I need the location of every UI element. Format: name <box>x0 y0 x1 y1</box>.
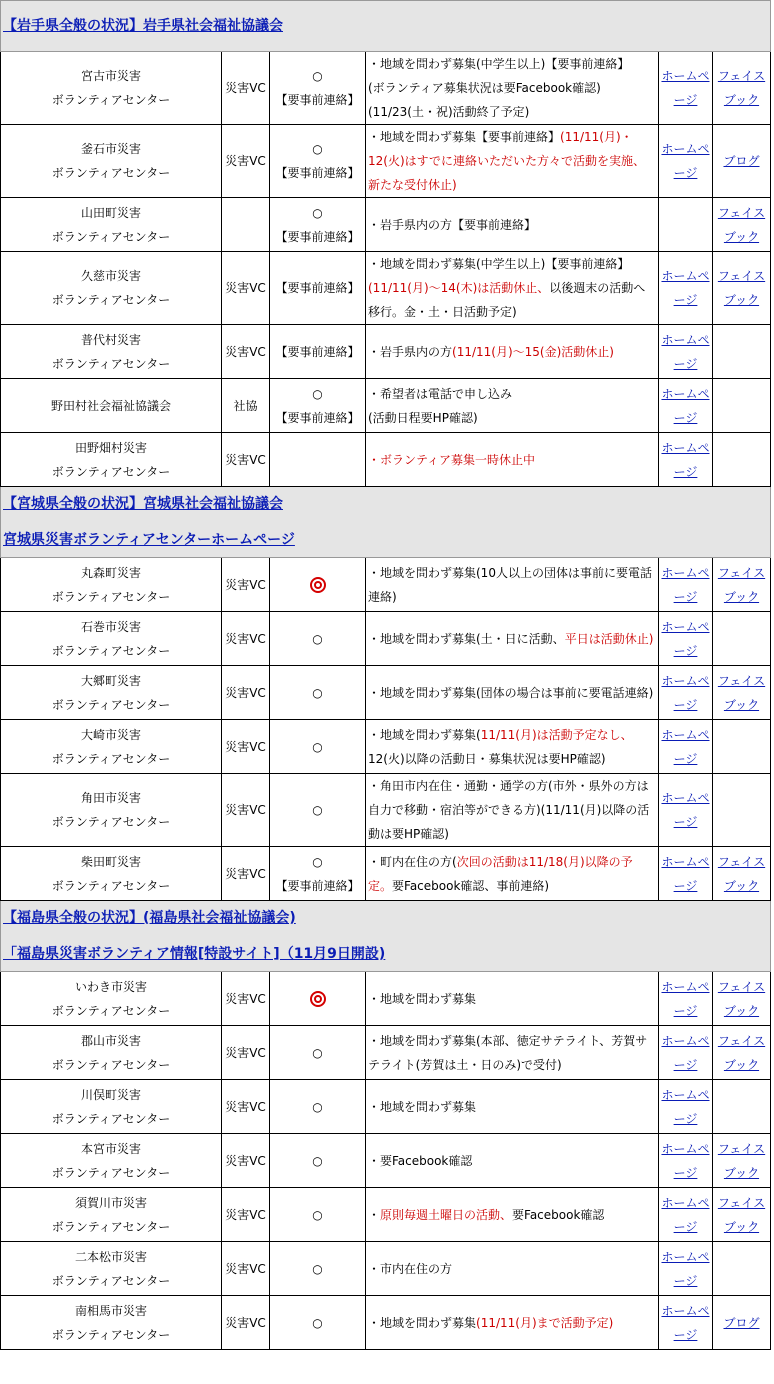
center-name-sub: ボランティアセンター <box>51 464 171 479</box>
social-link-cell <box>713 379 771 433</box>
homepage-link[interactable]: ホームページ <box>661 1303 710 1342</box>
circle-mark: ○ <box>312 803 323 817</box>
contact-required-label: 【要事前連絡】 <box>275 281 360 295</box>
circle-mark: ○ <box>312 69 323 83</box>
center-name-sub: ボランティアセンター <box>51 697 171 712</box>
table-row <box>1 1188 771 1242</box>
social-link[interactable]: フェイスブック <box>717 673 766 712</box>
homepage-link[interactable]: ホームページ <box>661 142 710 180</box>
homepage-link-cell <box>659 125 713 198</box>
homepage-link-cell <box>659 379 713 433</box>
center-name: 本宮市災害 <box>80 1141 141 1156</box>
recruit-status-cell <box>270 1296 366 1350</box>
recruit-status-cell <box>270 325 366 379</box>
recruit-note <box>368 723 656 771</box>
homepage-link[interactable]: ホームページ <box>661 1141 710 1180</box>
center-type: 災害VC <box>222 612 270 666</box>
circle-mark: ○ <box>312 631 323 646</box>
recruit-status-cell <box>270 666 366 720</box>
contact-required-label: 【要事前連絡】 <box>275 229 360 244</box>
recruit-status-cell <box>270 720 366 774</box>
social-link[interactable]: フェイスブック <box>717 1141 766 1180</box>
social-link-cell <box>713 252 771 325</box>
recruit-note-cell <box>366 972 659 1026</box>
section-heading-cell <box>1 1 771 52</box>
center-name: 須賀川市災害 <box>74 1195 147 1210</box>
recruit-note <box>368 448 656 472</box>
center-type: 災害VC <box>222 666 270 720</box>
center-name-cell <box>1 720 222 774</box>
social-link[interactable]: フェイスブック <box>717 269 766 307</box>
section-heading-row <box>1 487 771 558</box>
recruit-status-cell <box>270 972 366 1026</box>
table-row <box>1 1080 771 1134</box>
center-name-cell <box>1 52 222 125</box>
center-name-sub: ボランティアセンター <box>51 589 171 604</box>
recruit-note-line: ・地域を問わず募集(団体の場合は事前に要電話連絡) <box>368 685 654 700</box>
section-heading-row <box>1 901 771 972</box>
homepage-link[interactable]: ホームページ <box>661 69 710 107</box>
contact-required-label: 【要事前連絡】 <box>275 410 360 425</box>
recruit-note <box>368 627 656 651</box>
homepage-link[interactable]: ホームページ <box>661 673 710 712</box>
center-name: 石巻市災害 <box>80 619 141 634</box>
recruit-note-line: ・要Facebook確認 <box>368 1153 473 1168</box>
note-text-suffix: 要Facebook確認、事前連絡) <box>392 878 550 893</box>
recruit-note-line: ・岩手県内の方【要事前連絡】 <box>368 217 537 232</box>
homepage-link-cell <box>659 666 713 720</box>
note-highlight: (11/11(月)～14(木)は活動休止、 <box>368 281 550 295</box>
center-name-cell <box>1 972 222 1026</box>
table-row <box>1 720 771 774</box>
center-type: 災害VC <box>222 1296 270 1350</box>
social-link[interactable]: ブログ <box>723 154 760 168</box>
center-type: 社協 <box>222 379 270 433</box>
center-name-cell <box>1 1080 222 1134</box>
recruit-note-cell <box>366 1026 659 1080</box>
recruit-status-cell <box>270 847 366 901</box>
center-name-cell <box>1 379 222 433</box>
recruit-note <box>368 252 656 324</box>
homepage-link-cell <box>659 1134 713 1188</box>
recruit-note <box>368 1311 656 1335</box>
table-row <box>1 1134 771 1188</box>
center-name-sub: ボランティアセンター <box>51 1273 171 1288</box>
recruit-note-line: (活動日程要HP確認) <box>368 410 478 425</box>
center-name: 角田市災害 <box>80 791 141 805</box>
note-text: ・岩手県内の方 <box>368 344 453 359</box>
recruit-note-cell <box>366 1134 659 1188</box>
social-link-cell <box>713 1080 771 1134</box>
social-link-cell <box>713 1134 771 1188</box>
center-name-cell <box>1 1296 222 1350</box>
recruit-note-line: ・地域を問わず募集(中学生以上)【要事前連絡】 <box>368 57 630 71</box>
center-type: 災害VC <box>222 1188 270 1242</box>
social-link[interactable]: フェイスブック <box>717 979 766 1018</box>
section-heading-row <box>1 1 771 52</box>
note-text-suffix: 要Facebook確認 <box>512 1207 605 1222</box>
table-row <box>1 666 771 720</box>
center-name: 野田村社会福祉協議会 <box>50 398 171 413</box>
table-row <box>1 972 771 1026</box>
circle-mark: ○ <box>312 685 323 700</box>
note-text: ・地域を問わず募集【要事前連絡】 <box>368 130 561 144</box>
center-type: 災害VC <box>222 1026 270 1080</box>
note-highlight: (11/11(月)・12(火)はすでに連絡いただいた方々で活動を実施、新たな受付休止) <box>368 130 645 192</box>
homepage-link[interactable]: ホームページ <box>661 440 710 479</box>
contact-required-label: 【要事前連絡】 <box>275 878 360 893</box>
center-name: 釜石市災害 <box>80 142 141 156</box>
note-text: ・地域を問わず募集(中学生以上)【要事前連絡】 <box>368 257 630 271</box>
section-heading-link[interactable]: 【福島県全般の状況】(福島県社会福祉協議会) <box>3 910 296 926</box>
social-link-cell <box>713 1296 771 1350</box>
recruit-note-cell <box>366 612 659 666</box>
center-name-sub: ボランティアセンター <box>51 1219 171 1234</box>
note-text: ・町内在住の方( <box>368 854 457 869</box>
center-name: 大郷町災害 <box>80 673 141 688</box>
center-name-sub: ボランティアセンター <box>51 1111 171 1126</box>
recruit-status-cell <box>270 198 366 252</box>
center-name: 川俣町災害 <box>80 1087 141 1102</box>
center-name-cell <box>1 1242 222 1296</box>
table-row <box>1 1026 771 1080</box>
recruit-note <box>368 1203 656 1227</box>
homepage-link[interactable]: ホームページ <box>661 269 710 307</box>
note-text: ・地域を問わず募集 <box>368 1315 477 1330</box>
center-type: 災害VC <box>222 1242 270 1296</box>
homepage-link-cell <box>659 1026 713 1080</box>
recruit-status-cell <box>270 252 366 325</box>
table-row <box>1 325 771 379</box>
contact-required-label: 【要事前連絡】 <box>275 166 360 180</box>
recruit-note-line: ・市内在住の方 <box>368 1261 453 1276</box>
center-type: 災害VC <box>222 52 270 125</box>
center-type <box>222 198 270 252</box>
center-name-cell <box>1 612 222 666</box>
circle-mark: ○ <box>312 1099 323 1114</box>
homepage-link[interactable]: ホームページ <box>661 1033 710 1072</box>
section-heading-link[interactable]: 【宮城県全般の状況】宮城県社会福祉協議会 <box>3 496 283 512</box>
center-name-sub: ボランティアセンター <box>51 751 171 766</box>
recruit-note-cell <box>366 1296 659 1350</box>
circle-mark: ○ <box>312 739 323 754</box>
center-type: 災害VC <box>222 774 270 847</box>
recruit-status-cell <box>270 433 366 487</box>
homepage-link-cell <box>659 720 713 774</box>
social-link-cell <box>713 52 771 125</box>
homepage-link-cell <box>659 325 713 379</box>
circle-mark: ○ <box>312 1315 323 1330</box>
center-name-sub: ボランティアセンター <box>51 93 171 107</box>
center-type: 災害VC <box>222 1134 270 1188</box>
social-link[interactable]: フェイスブック <box>717 565 766 604</box>
homepage-link[interactable]: ホームページ <box>661 854 710 893</box>
recruit-note-cell <box>366 666 659 720</box>
note-highlight: 11/11(月)は活動予定なし、 <box>480 727 633 742</box>
recruit-note-cell <box>366 52 659 125</box>
recruit-note-cell <box>366 847 659 901</box>
center-name-cell <box>1 198 222 252</box>
recruit-status-cell <box>270 1026 366 1080</box>
recruit-status-cell <box>270 1188 366 1242</box>
recruit-note-line: ・希望者は電話で申し込み <box>368 386 513 401</box>
center-name: 郡山市災害 <box>80 1033 141 1048</box>
center-name: 南相馬市災害 <box>74 1303 147 1318</box>
double-circle-icon <box>310 577 326 593</box>
social-link-cell <box>713 847 771 901</box>
section-heading-cell <box>1 901 771 972</box>
recruit-note-cell <box>366 125 659 198</box>
social-link-cell <box>713 325 771 379</box>
recruit-note-line: ・地域を問わず募集(10人以上の団体は事前に要電話連絡) <box>368 565 652 604</box>
recruit-note-cell <box>366 198 659 252</box>
recruit-note-cell <box>366 1188 659 1242</box>
social-link-cell <box>713 558 771 612</box>
social-link-cell <box>713 1242 771 1296</box>
recruit-note-line: (11/23(土・祝)活動終了予定) <box>368 105 530 119</box>
note-highlight: (11/11(月)まで活動予定) <box>476 1315 614 1330</box>
center-type: 災害VC <box>222 433 270 487</box>
table-row <box>1 558 771 612</box>
recruit-note <box>368 125 656 197</box>
center-name: 大崎市災害 <box>80 727 141 742</box>
homepage-link[interactable]: ホームページ <box>661 1249 710 1288</box>
note-highlight: ・ボランティア募集一時休止中 <box>368 452 536 467</box>
section-subheading-link[interactable]: 「福島県災害ボランティア情報[特設サイト]（11月9日開設) <box>3 946 386 962</box>
center-name-sub: ボランティアセンター <box>51 293 171 307</box>
center-name-cell <box>1 774 222 847</box>
center-name-cell <box>1 847 222 901</box>
homepage-link-cell <box>659 972 713 1026</box>
homepage-link-cell <box>659 1242 713 1296</box>
center-name-cell <box>1 433 222 487</box>
center-name-sub: ボランティアセンター <box>51 1057 171 1072</box>
recruit-status-cell <box>270 125 366 198</box>
recruit-note-cell <box>366 252 659 325</box>
circle-mark: ○ <box>312 205 323 220</box>
social-link[interactable]: フェイスブック <box>717 69 766 107</box>
center-name-sub: ボランティアセンター <box>51 1327 171 1342</box>
homepage-link[interactable]: ホームページ <box>661 979 710 1018</box>
center-name: 普代村災害 <box>80 332 141 347</box>
social-link-cell <box>713 666 771 720</box>
table-row <box>1 612 771 666</box>
circle-mark: ○ <box>312 1045 323 1060</box>
center-name: 柴田町災害 <box>80 854 141 869</box>
table-row <box>1 774 771 847</box>
social-link[interactable]: フェイスブック <box>717 1033 766 1072</box>
table-row <box>1 125 771 198</box>
center-name-cell <box>1 1026 222 1080</box>
center-name-sub: ボランティアセンター <box>51 815 171 829</box>
social-link-cell <box>713 612 771 666</box>
center-name: 山田町災害 <box>80 205 141 220</box>
center-type: 災害VC <box>222 125 270 198</box>
section-heading-cell <box>1 487 771 558</box>
homepage-link[interactable]: ホームページ <box>661 565 710 604</box>
homepage-link-cell <box>659 558 713 612</box>
recruit-note-line: ・地域を問わず募集(本部、徳定サテライト、芳賀サテライト(芳賀は土・日のみ)で受付) <box>368 1033 648 1072</box>
recruit-status-cell <box>270 1242 366 1296</box>
homepage-link-cell <box>659 1296 713 1350</box>
table-row <box>1 379 771 433</box>
note-text: ・ <box>368 1207 381 1222</box>
circle-mark: ○ <box>312 854 323 869</box>
contact-required-label: 【要事前連絡】 <box>275 93 360 107</box>
table-row <box>1 847 771 901</box>
social-link[interactable]: フェイスブック <box>717 205 766 244</box>
homepage-link[interactable]: ホームページ <box>661 791 710 829</box>
recruit-note-cell <box>366 1242 659 1296</box>
recruit-note-line: ・角田市内在住・通勤・通学の方(市外・県外の方は自力で移動・宿泊等ができる方)(11/11(月)以降の活動は要HP確認) <box>368 779 650 841</box>
center-name: 久慈市災害 <box>80 269 141 283</box>
recruit-note-cell <box>366 558 659 612</box>
note-highlight: 次回の活動は11/18(月)以降の予定。 <box>368 854 633 893</box>
recruit-note-line: (ボランティア募集状況は要Facebook確認) <box>368 81 601 95</box>
social-link-cell <box>713 1026 771 1080</box>
homepage-link[interactable]: ホームページ <box>661 727 710 766</box>
homepage-link-cell <box>659 1080 713 1134</box>
center-type: 災害VC <box>222 720 270 774</box>
center-name-sub: ボランティアセンター <box>51 1165 171 1180</box>
note-highlight: (11/11(月)～15(金)活動休止) <box>452 344 614 359</box>
recruit-status-cell <box>270 612 366 666</box>
social-link-cell <box>713 774 771 847</box>
social-link-cell <box>713 1188 771 1242</box>
center-name-cell <box>1 125 222 198</box>
homepage-link-cell <box>659 847 713 901</box>
social-link-cell <box>713 433 771 487</box>
section-subheading-link[interactable]: 宮城県災害ボランティアセンターホームページ <box>3 532 295 548</box>
recruit-status-cell <box>270 52 366 125</box>
recruit-note <box>368 340 656 364</box>
homepage-link-cell <box>659 252 713 325</box>
center-name-cell <box>1 1188 222 1242</box>
section-heading-link[interactable]: 【岩手県全般の状況】岩手県社会福祉協議会 <box>3 18 283 34</box>
center-name-cell <box>1 252 222 325</box>
center-type: 災害VC <box>222 252 270 325</box>
homepage-link[interactable]: ホームページ <box>661 1087 710 1126</box>
recruit-note-cell <box>366 774 659 847</box>
center-name: 田野畑村災害 <box>74 440 147 455</box>
social-link-cell <box>713 972 771 1026</box>
center-type: 災害VC <box>222 847 270 901</box>
recruit-note <box>368 850 656 898</box>
table-row <box>1 433 771 487</box>
recruit-status-cell <box>270 558 366 612</box>
double-circle-icon <box>310 991 326 1007</box>
social-link-cell <box>713 125 771 198</box>
social-link[interactable]: フェイスブック <box>717 854 766 893</box>
recruit-note-cell <box>366 325 659 379</box>
center-name-sub: ボランティアセンター <box>51 356 171 371</box>
recruit-note-line: ・地域を問わず募集 <box>368 1099 477 1114</box>
recruit-note-line: ・地域を問わず募集 <box>368 991 477 1006</box>
recruit-status-cell <box>270 774 366 847</box>
recruit-note-cell <box>366 433 659 487</box>
homepage-link-cell <box>659 612 713 666</box>
center-name-sub: ボランティアセンター <box>51 1003 171 1018</box>
center-name-sub: ボランティアセンター <box>51 878 171 893</box>
center-name: いわき市災害 <box>74 979 147 994</box>
note-highlight: 原則毎週土曜日の活動、 <box>380 1207 513 1222</box>
homepage-link-cell <box>659 52 713 125</box>
center-name: 二本松市災害 <box>74 1249 147 1264</box>
homepage-link-cell <box>659 433 713 487</box>
homepage-link[interactable]: ホームページ <box>661 619 710 658</box>
center-name-cell <box>1 325 222 379</box>
center-name: 宮古市災害 <box>80 69 141 83</box>
table-row <box>1 198 771 252</box>
social-link[interactable]: ブログ <box>723 1315 760 1330</box>
note-text-suffix: 以後週末の活動へ移行。金・土・日活動予定) <box>368 281 646 319</box>
center-type: 災害VC <box>222 325 270 379</box>
recruit-status-cell <box>270 379 366 433</box>
center-name-sub: ボランティアセンター <box>51 166 171 180</box>
recruit-status-cell <box>270 1080 366 1134</box>
table-row <box>1 1242 771 1296</box>
homepage-link-cell <box>659 198 713 252</box>
table-row <box>1 252 771 325</box>
center-name-cell <box>1 1134 222 1188</box>
homepage-link-cell <box>659 774 713 847</box>
homepage-link-cell <box>659 1188 713 1242</box>
note-highlight: 平日は活動休止) <box>564 631 654 646</box>
note-text-suffix: 12(火)以降の活動日・募集状況は要HP確認) <box>368 751 606 766</box>
homepage-link[interactable]: ホームページ <box>661 386 710 425</box>
recruit-note-cell <box>366 720 659 774</box>
social-link-cell <box>713 720 771 774</box>
social-link[interactable]: フェイスブック <box>717 1195 766 1234</box>
circle-mark: ○ <box>312 1261 323 1276</box>
recruit-note-cell <box>366 379 659 433</box>
center-type: 災害VC <box>222 1080 270 1134</box>
center-type: 災害VC <box>222 972 270 1026</box>
contact-required-label: 【要事前連絡】 <box>275 344 360 359</box>
table-row <box>1 52 771 125</box>
circle-mark: ○ <box>312 1207 323 1222</box>
center-name-cell <box>1 558 222 612</box>
center-type: 災害VC <box>222 558 270 612</box>
center-name-sub: ボランティアセンター <box>51 643 171 658</box>
circle-mark: ○ <box>312 1153 323 1168</box>
recruit-status-cell <box>270 1134 366 1188</box>
recruit-note-cell <box>366 1080 659 1134</box>
circle-mark: ○ <box>312 142 323 156</box>
note-text: ・地域を問わず募集(土・日に活動、 <box>368 631 565 646</box>
center-name-cell <box>1 666 222 720</box>
table-row <box>1 1296 771 1350</box>
circle-mark: ○ <box>312 386 323 401</box>
center-name: 丸森町災害 <box>80 565 141 580</box>
social-link-cell <box>713 198 771 252</box>
note-text: ・地域を問わず募集( <box>368 727 481 742</box>
center-name-sub: ボランティアセンター <box>51 229 171 244</box>
homepage-link[interactable]: ホームページ <box>661 1195 710 1234</box>
homepage-link[interactable]: ホームページ <box>661 332 710 371</box>
